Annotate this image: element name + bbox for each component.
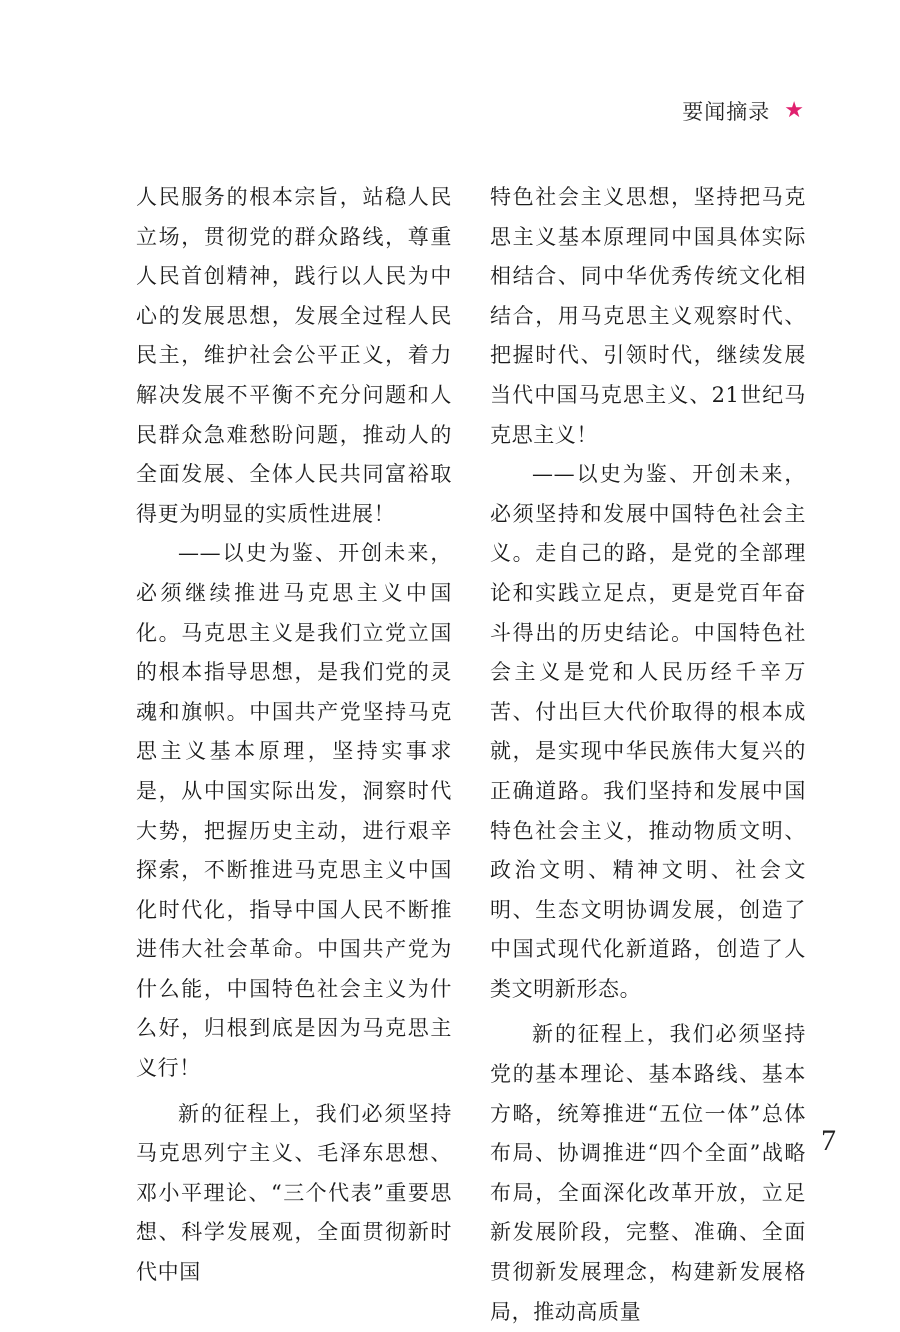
page-header <box>682 96 804 126</box>
right-column <box>490 178 806 1332</box>
left-column <box>136 178 452 1293</box>
page-number: 7 <box>821 1124 836 1157</box>
paragraph: 新的征程上，我们必须坚持马克思列宁主义、毛泽东思想、邓小平理论、“三个代表”重要思想、科学发展观，全面贯彻新时代中国 <box>136 1101 452 1285</box>
paragraph: ——以史为鉴、开创未来，必须坚持和发展中国特色社会主义。走自己的路，是党的全部理论和实践立足点，更是党百年奋斗得出的历史结论。中国特色社会主义是党和人民历经千辛万苦、付出巨大代价取得的根本成就，是实现中华民族伟大复兴的正确道路。我们坚持和发展中国特色社会主义，推动物质文明、政治文明、精神文明、社会文明、生态文明协调发展，创造了中国式现代化新道路，创造了人类文明新形态。 <box>490 462 806 1001</box>
paragraph: 人民服务的根本宗旨，站稳人民立场，贯彻党的群众路线，尊重人民首创精神，践行以人民为中心的发展思想，发展全过程人民民主，维护社会公平正义，着力解决发展不平衡不充分问题和人民群众急难愁盼问题，推动人的全面发展、全体人民共同富裕取得更为明显的实质性进展！ <box>136 185 452 526</box>
paragraph: 特色社会主义思想，坚持把马克思主义基本原理同中国具体实际相结合、同中华优秀传统文化相结合，用马克思主义观察时代、把握时代、引领时代，继续发展当代中国马克思主义、21世纪马克思主义！ <box>490 185 806 447</box>
paragraph: ——以史为鉴、开创未来，必须继续推进马克思主义中国化。马克思主义是我们立党立国的根本指导思想，是我们党的灵魂和旗帜。中国共产党坚持马克思主义基本原理，坚持实事求是，从中国实际出发，洞察时代大势，把握历史主动，进行艰辛探索，不断推进马克思主义中国化时代化，指导中国人民不断推进伟大社会革命。中国共产党为什么能，中国特色社会主义为什么好，归根到底是因为马克思主义行！ <box>136 541 452 1081</box>
star-icon: ★ <box>784 98 804 123</box>
paragraph: 新的征程上，我们必须坚持党的基本理论、基本路线、基本方略，统筹推进“五位一体”总体布局、协调推进“四个全面”战略布局，全面深化改革开放，立足新发展阶段，完整、准确、全面贯彻新发展理念，构建新发展格局，推动高质量 <box>490 1022 806 1324</box>
section-title: 要闻摘录 <box>682 100 771 124</box>
